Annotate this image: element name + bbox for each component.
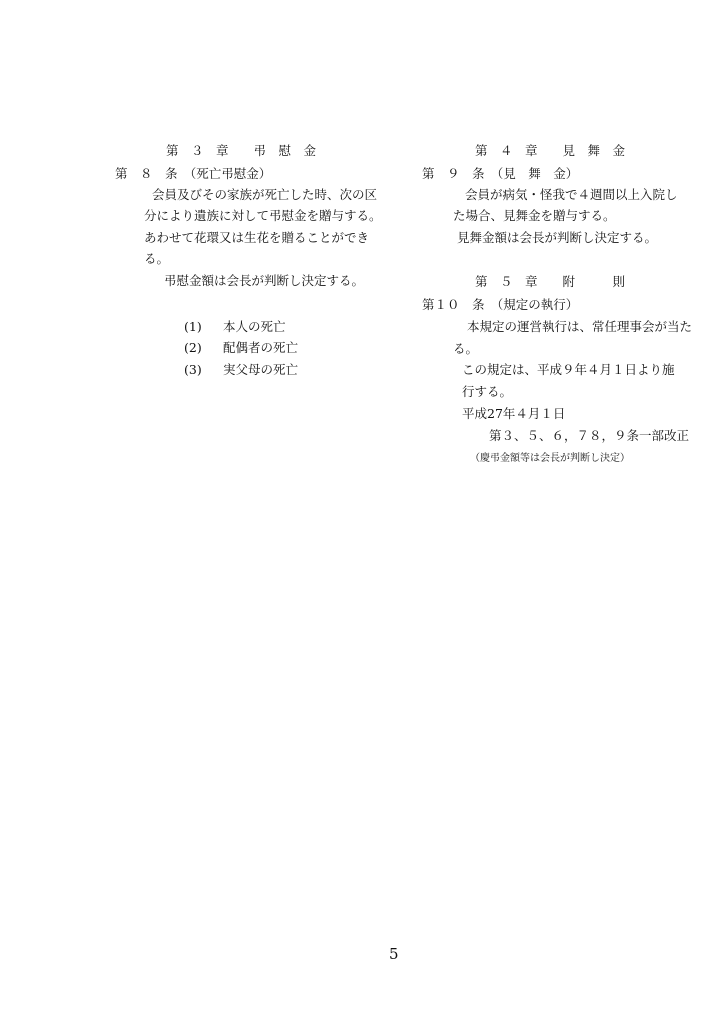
article-10-line-2: る。	[453, 341, 479, 356]
chapter-3-title: 第 ３ 章 弔 慰 金	[166, 143, 317, 158]
article-8-line-3: あわせて花環又は生花を贈ることができ	[144, 230, 370, 245]
list-item-text-3: 実父母の死亡	[223, 362, 299, 377]
revision-date: 平成27年４月１日	[462, 406, 566, 421]
enforcement-line-1: この規定は、平成９年４月１日より施	[462, 362, 675, 377]
article-9-line-1: 会員が病気・怪我で４週間以上入院し	[465, 187, 678, 202]
article-9-line-2: た場合、見舞金を贈与する。	[453, 208, 616, 223]
list-item-num-1: (1)	[184, 319, 202, 334]
article-9-amount: 見舞金額は会長が判断し決定する。	[457, 230, 658, 245]
list-item-num-3: (3)	[184, 362, 202, 377]
article-9-heading: 第 ９ 条 （見 舞 金）	[422, 166, 579, 181]
page-number: 5	[389, 945, 399, 963]
chapter-5-title: 第 ５ 章 附 則	[475, 274, 626, 289]
article-8-amount: 弔慰金額は会長が判断し決定する。	[164, 273, 365, 288]
revision-sub-note: （慶弔金額等は会長が判断し決定）	[470, 453, 630, 464]
article-8-line-1: 会員及びその家族が死亡した時、次の区	[152, 187, 378, 202]
article-8-line-2: 分により遺族に対して弔慰金を贈与する。	[144, 208, 382, 223]
enforcement-line-2: 行する。	[462, 384, 513, 399]
chapter-4-title: 第 ４ 章 見 舞 金	[475, 143, 626, 158]
list-item-num-2: (2)	[184, 340, 202, 355]
article-10-heading: 第１０ 条 （規定の執行）	[422, 297, 579, 312]
article-10-line-1: 本規定の運営執行は、常任理事会が当た	[467, 319, 693, 334]
article-8-line-4: る。	[144, 251, 170, 266]
revision-note: 第３、５、６，７８，９条一部改正	[489, 428, 690, 443]
list-item-text-1: 本人の死亡	[223, 319, 286, 334]
list-item-text-2: 配偶者の死亡	[223, 340, 299, 355]
article-8-heading: 第 ８ 条 （死亡弔慰金）	[115, 166, 272, 181]
